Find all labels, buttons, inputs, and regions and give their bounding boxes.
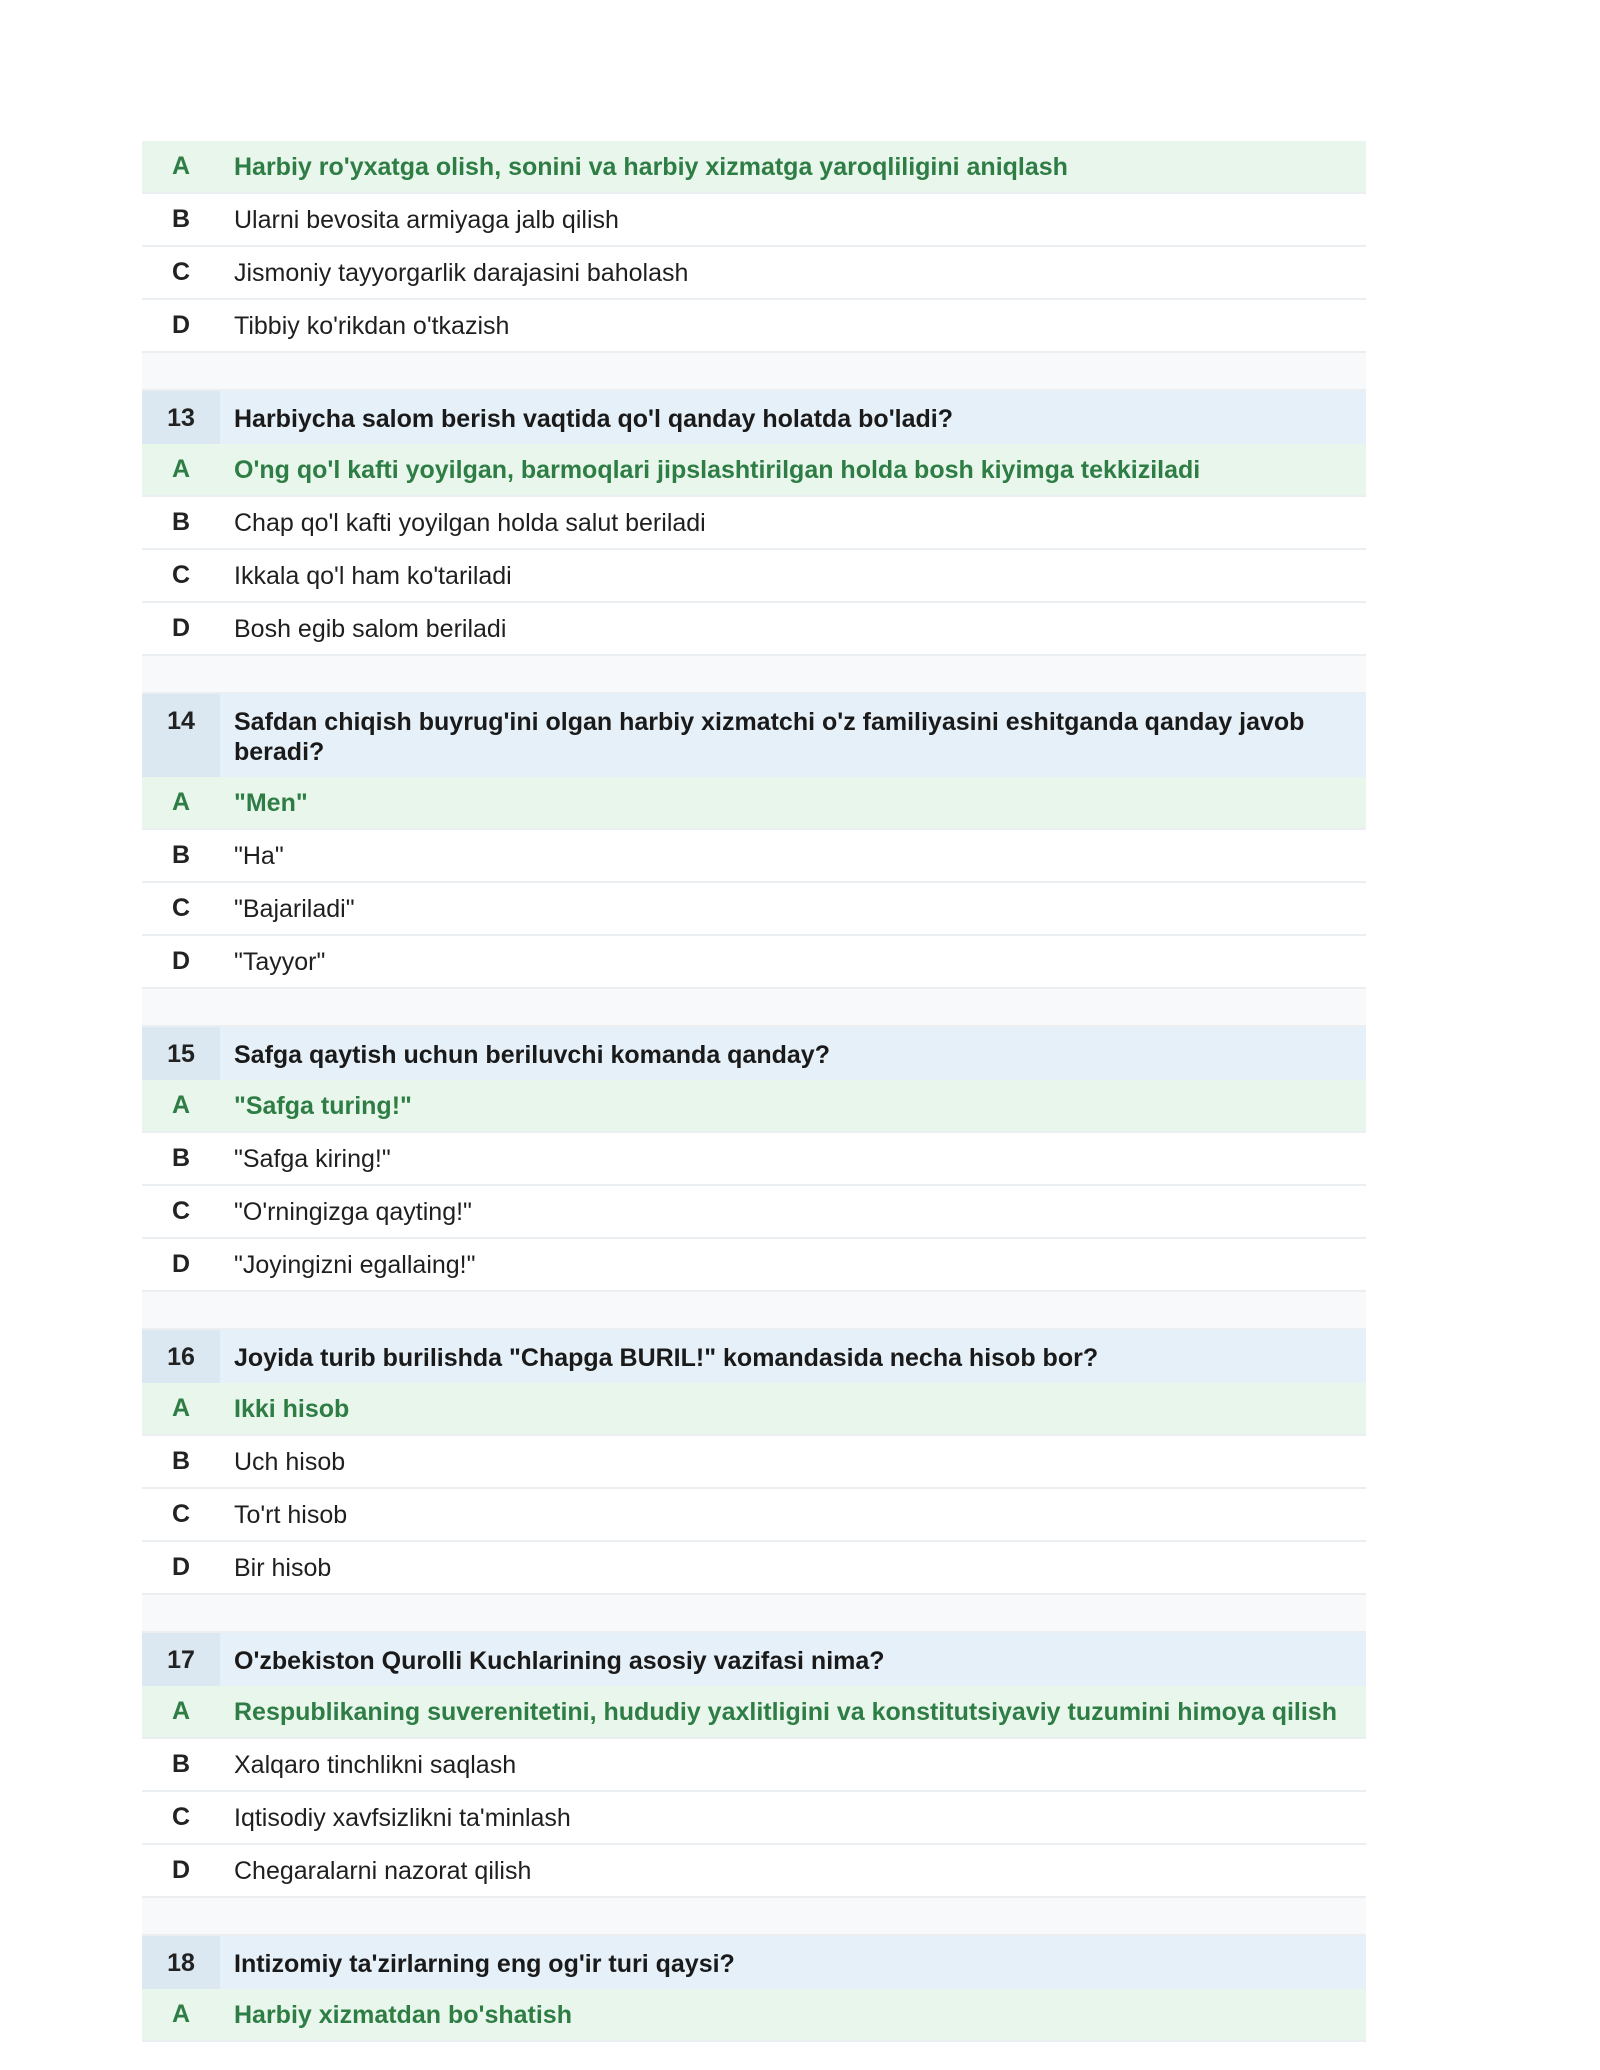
option-letter: B (171, 1144, 191, 1172)
answer-option (142, 1436, 1366, 1489)
question-separator (142, 989, 1366, 1027)
option-text: "Ha" (234, 842, 284, 870)
option-letter: A (171, 455, 191, 483)
option-text: Harbiy ro'yxatga olish, sonini va harbiy xizmatga yaroqliligini aniqlash (234, 153, 1068, 181)
quiz-sheet (142, 141, 1366, 2042)
option-letter: B (171, 508, 191, 536)
option-letter: D (171, 947, 191, 975)
option-text: Respublikaning suverenitetini, hududiy yaxlitligini va konstitutsiyaviy tuzumini himoya qilish (234, 1698, 1337, 1726)
answer-option (142, 1489, 1366, 1542)
option-letter: A (171, 1091, 191, 1119)
option-letter: A (171, 1394, 191, 1422)
answer-option (142, 936, 1366, 989)
option-text: "Joyingizni egallaing!" (234, 1251, 476, 1279)
option-letter: C (171, 1500, 191, 1528)
option-letter: C (171, 894, 191, 922)
option-letter: D (171, 1553, 191, 1581)
option-text: "Safga kiring!" (234, 1145, 391, 1173)
option-text: Bosh egib salom beriladi (234, 615, 507, 643)
option-text: "Men" (234, 789, 308, 817)
question-number: 15 (142, 1027, 220, 1080)
answer-option (142, 1542, 1366, 1595)
option-letter: D (171, 1856, 191, 1884)
answer-option (142, 1239, 1366, 1292)
option-text: Uch hisob (234, 1448, 346, 1476)
answer-option (142, 1186, 1366, 1239)
option-letter: A (171, 2000, 191, 2028)
option-text: "O'rningizga qayting!" (234, 1198, 472, 1226)
question-separator (142, 1292, 1366, 1330)
answer-option-correct (142, 141, 1366, 194)
question-text: Safdan chiqish buyrug'ini olgan harbiy xizmatchi o'z familiyasini eshitganda qanday javob beradi? (234, 708, 1305, 766)
answer-option-correct (142, 1686, 1366, 1739)
option-text: Tibbiy ko'rikdan o'tkazish (234, 312, 510, 340)
option-letter: B (171, 1750, 191, 1778)
question-number: 13 (142, 391, 220, 444)
option-text: Iqtisodiy xavfsizlikni ta'minlash (234, 1804, 571, 1832)
answer-option-correct (142, 777, 1366, 830)
option-text: "Tayyor" (234, 948, 326, 976)
question-number: 18 (142, 1936, 220, 1989)
question-text: Harbiycha salom berish vaqtida qo'l qanday holatda bo'ladi? (234, 405, 953, 433)
question-header (142, 694, 1366, 777)
option-text: Chap qo'l kafti yoyilgan holda salut beriladi (234, 509, 706, 537)
answer-option-correct (142, 1383, 1366, 1436)
question-separator (142, 1898, 1366, 1936)
option-text: "Bajariladi" (234, 895, 355, 923)
answer-option (142, 603, 1366, 656)
option-text: Harbiy xizmatdan bo'shatish (234, 2001, 572, 2029)
option-letter: C (171, 1197, 191, 1225)
option-letter: B (171, 841, 191, 869)
question-header (142, 1027, 1366, 1080)
question-separator (142, 656, 1366, 694)
question-number: 14 (142, 694, 220, 777)
answer-option (142, 1133, 1366, 1186)
answer-option (142, 300, 1366, 353)
option-letter: A (171, 1697, 191, 1725)
question-text: O'zbekiston Qurolli Kuchlarining asosiy vazifasi nima? (234, 1647, 885, 1675)
question-header (142, 1330, 1366, 1383)
option-letter: A (171, 788, 191, 816)
option-letter: D (171, 1250, 191, 1278)
option-text: "Safga turing!" (234, 1092, 412, 1120)
option-text: Ikki hisob (234, 1395, 350, 1423)
option-text: To'rt hisob (234, 1501, 348, 1529)
option-letter: C (171, 258, 191, 286)
answer-option-correct (142, 1989, 1366, 2042)
option-letter: D (171, 614, 191, 642)
answer-option (142, 1845, 1366, 1898)
question-separator (142, 1595, 1366, 1633)
option-text: Ularni bevosita armiyaga jalb qilish (234, 206, 619, 234)
option-text: Xalqaro tinchlikni saqlash (234, 1751, 517, 1779)
answer-option-correct (142, 1080, 1366, 1133)
option-letter: A (171, 152, 191, 180)
option-text: Ikkala qo'l ham ko'tariladi (234, 562, 512, 590)
question-number: 16 (142, 1330, 220, 1383)
question-number: 17 (142, 1633, 220, 1686)
question-text: Joyida turib burilishda "Chapga BURIL!" komandasida necha hisob bor? (234, 1344, 1099, 1372)
answer-option-correct (142, 444, 1366, 497)
answer-option (142, 247, 1366, 300)
answer-option (142, 1739, 1366, 1792)
answer-option (142, 550, 1366, 603)
question-header (142, 391, 1366, 444)
question-header (142, 1936, 1366, 1989)
option-letter: D (171, 311, 191, 339)
option-letter: C (171, 561, 191, 589)
answer-option (142, 497, 1366, 550)
question-text: Safga qaytish uchun beriluvchi komanda qanday? (234, 1041, 830, 1069)
option-letter: C (171, 1803, 191, 1831)
option-text: Bir hisob (234, 1554, 332, 1582)
option-letter: B (171, 1447, 191, 1475)
question-text: Intizomiy ta'zirlarning eng og'ir turi qaysi? (234, 1950, 735, 1978)
answer-option (142, 830, 1366, 883)
option-text: Chegaralarni nazorat qilish (234, 1857, 532, 1885)
answer-option (142, 883, 1366, 936)
answer-option (142, 194, 1366, 247)
question-header (142, 1633, 1366, 1686)
option-text: Jismoniy tayyorgarlik darajasini baholash (234, 259, 689, 287)
answer-option (142, 1792, 1366, 1845)
question-separator (142, 353, 1366, 391)
option-letter: B (171, 205, 191, 233)
option-text: O'ng qo'l kafti yoyilgan, barmoqlari jipslashtirilgan holda bosh kiyimga tekkiziladi (234, 456, 1201, 484)
